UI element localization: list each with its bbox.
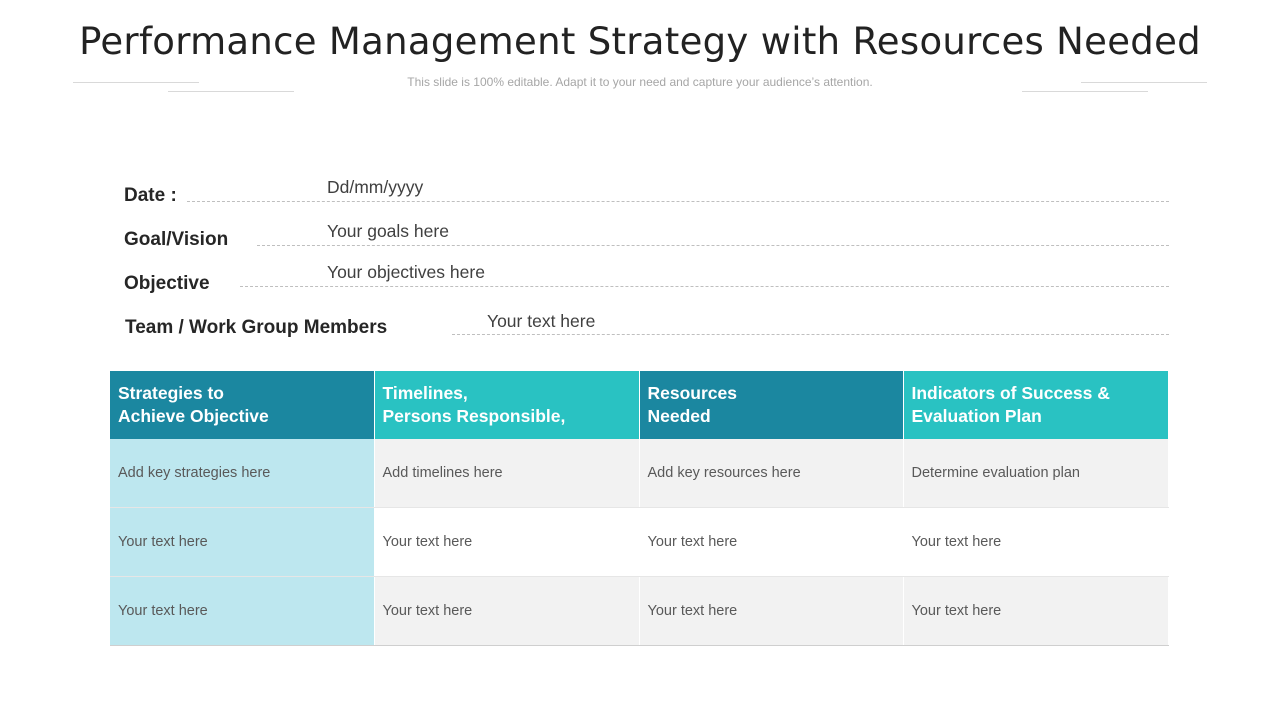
title-divider-right-top [1081,82,1207,83]
goal-line [257,245,1169,246]
table-cell[interactable]: Your text here [374,577,639,646]
header-timelines: Timelines, Persons Responsible, [374,371,639,439]
objective-label: Objective [124,273,210,294]
table-cell[interactable]: Your text here [110,508,374,577]
table-cell[interactable]: Your text here [639,508,903,577]
title-divider-left-bottom [168,91,294,92]
table-row [110,508,1168,577]
objective-line [240,286,1169,287]
table-cell[interactable]: Your text here [110,577,374,646]
table-cell[interactable]: Add key resources here [639,439,903,508]
page-subtitle: This slide is 100% editable. Adapt it to your need and capture your audience’s attention. [407,75,873,89]
team-line [452,334,1169,335]
page-title: Performance Management Strategy with Resources Needed [79,20,1201,63]
header-indicators: Indicators of Success & Evaluation Plan [903,371,1168,439]
goal-label: Goal/Vision [124,229,229,250]
title-divider-left-top [73,82,199,83]
date-line [187,201,1169,202]
objective-value[interactable]: Your objectives here [327,262,485,282]
strategy-table [110,371,1169,646]
table-row [110,439,1168,508]
header-strategies: Strategies to Achieve Objective [110,371,374,439]
table-cell[interactable]: Your text here [374,508,639,577]
table-cell[interactable]: Determine evaluation plan [903,439,1168,508]
table-cell[interactable]: Your text here [903,577,1168,646]
team-value[interactable]: Your text here [487,311,596,331]
table-cell[interactable]: Add timelines here [374,439,639,508]
table-cell[interactable]: Your text here [639,577,903,646]
goal-value[interactable]: Your goals here [327,221,449,241]
team-label: Team / Work Group Members [125,317,388,338]
date-label: Date : [124,185,177,206]
title-divider-right-bottom [1022,91,1148,92]
table-cell[interactable]: Your text here [903,508,1168,577]
date-value[interactable]: Dd/mm/yyyy [327,177,424,197]
header-resources: Resources Needed [639,371,903,439]
table-cell[interactable]: Add key strategies here [110,439,374,508]
table-header-row [110,371,1168,439]
table-row [110,577,1168,646]
